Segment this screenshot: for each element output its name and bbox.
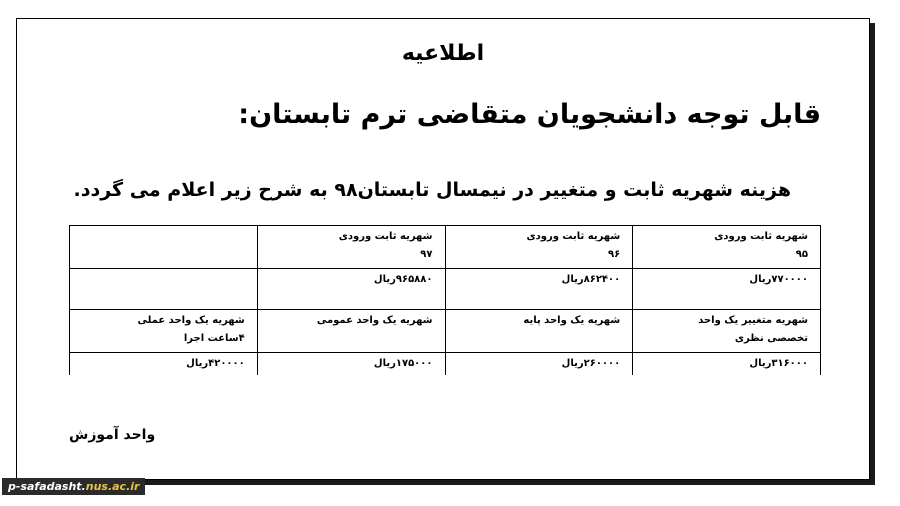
table-row: [70, 226, 821, 269]
unit-fee-value-practical: ۴۲۰۰۰۰ریال: [70, 353, 258, 376]
site-watermark: [2, 478, 145, 495]
notice-frame: [16, 18, 870, 480]
header-line1: شهریه یک واحد پایه: [523, 315, 621, 326]
empty-value-cell: [70, 269, 258, 310]
notice-description: هزینه شهریه ثابت و متغییر در نیمسال تابستان۹۸ به شرح زیر اعلام می گردد.: [73, 179, 791, 201]
unit-fee-value-general: ۱۷۵۰۰۰ریال: [257, 353, 445, 376]
fixed-fee-header-95: [633, 226, 821, 269]
header-year: ۹۷: [420, 249, 433, 260]
header-label: شهریه ثابت ورودی: [526, 231, 621, 242]
fees-table: [69, 225, 821, 375]
signature: واحد آموزش: [69, 427, 156, 443]
notice-subtitle: قابل توجه دانشجویان متقاضی ترم تابستان:: [238, 99, 821, 130]
header-year: ۹۵: [795, 249, 808, 260]
empty-header-cell: [70, 226, 258, 269]
header-label: شهریه ثابت ورودی: [338, 231, 433, 242]
header-label: شهریه ثابت ورودی: [714, 231, 808, 242]
fixed-fee-header-96: [445, 226, 633, 269]
fixed-fee-header-97: [257, 226, 445, 269]
header-line1: شهریه متغییر یک واحد: [698, 315, 808, 326]
header-year: ۹۶: [608, 249, 621, 260]
unit-fee-header-specialized: [633, 310, 821, 353]
watermark-host: p-safadasht.: [8, 480, 86, 493]
unit-fee-header-general: [257, 310, 445, 353]
notice-title: اطلاعیه: [401, 41, 485, 66]
unit-fee-header-basic: [445, 310, 633, 353]
header-line2: تخصصی نظری: [734, 333, 808, 344]
header-line1: شهریه یک واحد عملی: [137, 315, 245, 326]
table-row: [70, 269, 821, 310]
table-row: [70, 310, 821, 353]
header-line1: شهریه یک واحد عمومی: [316, 315, 433, 326]
unit-fee-header-practical: [70, 310, 258, 353]
fixed-fee-value-95: ۷۷۰۰۰۰ریال: [633, 269, 821, 310]
fixed-fee-value-97: ۹۶۵۸۸۰ریال: [257, 269, 445, 310]
unit-fee-value-specialized: ۳۱۶۰۰۰ریال: [633, 353, 821, 376]
unit-fee-value-basic: ۲۶۰۰۰۰ریال: [445, 353, 633, 376]
header-line2: ۴ساعت اجرا: [183, 333, 245, 344]
watermark-domain: nus.ac.ir: [85, 480, 140, 493]
table-row: [70, 353, 821, 376]
fixed-fee-value-96: ۸۶۲۴۰۰ریال: [445, 269, 633, 310]
